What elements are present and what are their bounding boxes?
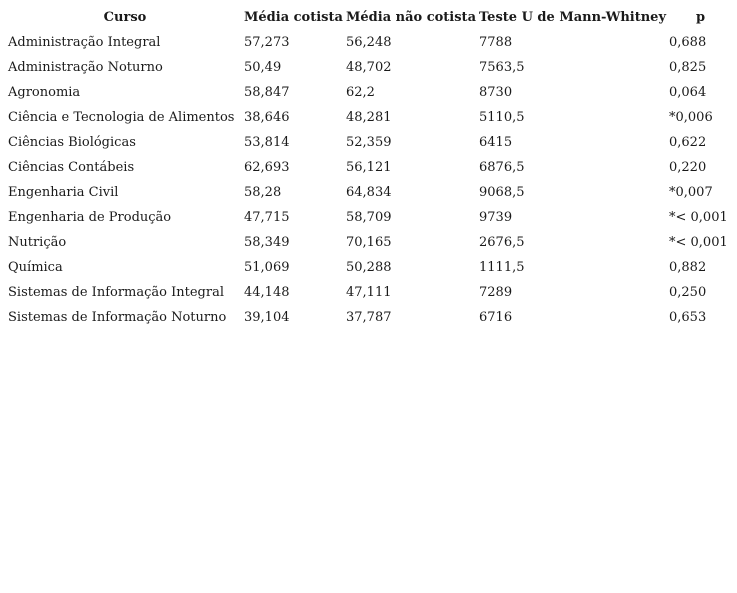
- header-p: p: [695, 10, 706, 25]
- cell-p: *< 0,001: [669, 235, 728, 250]
- cell-teste-u: 2676,5: [479, 235, 525, 250]
- table-header: [6, 5, 732, 30]
- cell-media-cotista: 57,273: [244, 35, 290, 50]
- table-row: [6, 80, 732, 105]
- cell-media-nao-cotista: 62,2: [346, 85, 375, 100]
- cell-media-cotista: 44,148: [244, 285, 290, 300]
- cell-media-cotista: 58,28: [244, 185, 282, 200]
- header-media-nao-cotista: Média não cotista: [346, 10, 476, 25]
- cell-teste-u: 8730: [479, 85, 513, 100]
- cell-teste-u: 6415: [479, 135, 513, 150]
- cell-curso: Agronomia: [8, 85, 81, 100]
- cell-media-cotista: 58,847: [244, 85, 290, 100]
- table-row: [6, 255, 732, 280]
- cell-p: *0,006: [669, 110, 713, 125]
- cell-curso: Administração Integral: [8, 35, 161, 50]
- table-row: [6, 230, 732, 255]
- cell-p: 0,622: [669, 135, 707, 150]
- cell-p: 0,653: [669, 310, 707, 325]
- cell-curso: Ciências Contábeis: [8, 160, 135, 175]
- cell-curso: Sistemas de Informação Noturno: [8, 310, 227, 325]
- cell-media-nao-cotista: 37,787: [346, 310, 392, 325]
- cell-media-cotista: 47,715: [244, 210, 290, 225]
- cell-media-cotista: 39,104: [244, 310, 290, 325]
- cell-curso: Sistemas de Informação Integral: [8, 285, 224, 300]
- cell-media-cotista: 50,49: [244, 60, 282, 75]
- cell-curso: Engenharia Civil: [8, 185, 119, 200]
- cell-media-cotista: 38,646: [244, 110, 290, 125]
- cell-media-nao-cotista: 56,121: [346, 160, 392, 175]
- results-table: [6, 5, 732, 330]
- cell-media-cotista: 53,814: [244, 135, 290, 150]
- cell-media-nao-cotista: 52,359: [346, 135, 392, 150]
- table-body: [6, 30, 732, 330]
- table-row: [6, 180, 732, 205]
- cell-teste-u: 7788: [479, 35, 513, 50]
- table-row: [6, 55, 732, 80]
- cell-curso: Engenharia de Produção: [8, 210, 172, 225]
- cell-teste-u: 5110,5: [479, 110, 525, 125]
- cell-media-nao-cotista: 70,165: [346, 235, 392, 250]
- cell-media-nao-cotista: 47,111: [346, 285, 392, 300]
- cell-media-nao-cotista: 56,248: [346, 35, 392, 50]
- cell-media-nao-cotista: 48,281: [346, 110, 392, 125]
- cell-p: *< 0,001: [669, 210, 728, 225]
- cell-media-nao-cotista: 58,709: [346, 210, 392, 225]
- table-row: [6, 130, 732, 155]
- cell-teste-u: 6716: [479, 310, 513, 325]
- cell-teste-u: 9068,5: [479, 185, 525, 200]
- header-teste-u: Teste U de Mann-Whitney: [479, 10, 666, 25]
- cell-media-nao-cotista: 50,288: [346, 260, 392, 275]
- cell-media-nao-cotista: 48,702: [346, 60, 392, 75]
- table-row: [6, 280, 732, 305]
- cell-teste-u: 7563,5: [479, 60, 525, 75]
- header-media-cotista: Média cotista: [244, 10, 343, 25]
- table-row: [6, 105, 732, 130]
- cell-p: 0,064: [669, 85, 707, 100]
- cell-media-nao-cotista: 64,834: [346, 185, 392, 200]
- cell-media-cotista: 51,069: [244, 260, 290, 275]
- cell-curso: Ciência e Tecnologia de Alimentos: [8, 110, 235, 125]
- table-row: [6, 205, 732, 230]
- cell-curso: Química: [8, 260, 63, 275]
- cell-p: 0,220: [669, 160, 707, 175]
- cell-media-cotista: 58,349: [244, 235, 290, 250]
- cell-curso: Nutrição: [8, 235, 67, 250]
- header-row: [6, 5, 732, 30]
- cell-p: 0,688: [669, 35, 707, 50]
- cell-p: 0,882: [669, 260, 707, 275]
- table-row: [6, 305, 732, 330]
- header-curso: Curso: [103, 10, 147, 25]
- cell-p: 0,250: [669, 285, 707, 300]
- cell-teste-u: 6876,5: [479, 160, 525, 175]
- cell-curso: Ciências Biológicas: [8, 135, 136, 150]
- cell-curso: Administração Noturno: [8, 60, 163, 75]
- cell-media-cotista: 62,693: [244, 160, 290, 175]
- cell-p: *0,007: [669, 185, 713, 200]
- table-row: [6, 155, 732, 180]
- cell-teste-u: 7289: [479, 285, 513, 300]
- table-row: [6, 30, 732, 55]
- cell-p: 0,825: [669, 60, 707, 75]
- cell-teste-u: 1111,5: [479, 260, 525, 275]
- cell-teste-u: 9739: [479, 210, 513, 225]
